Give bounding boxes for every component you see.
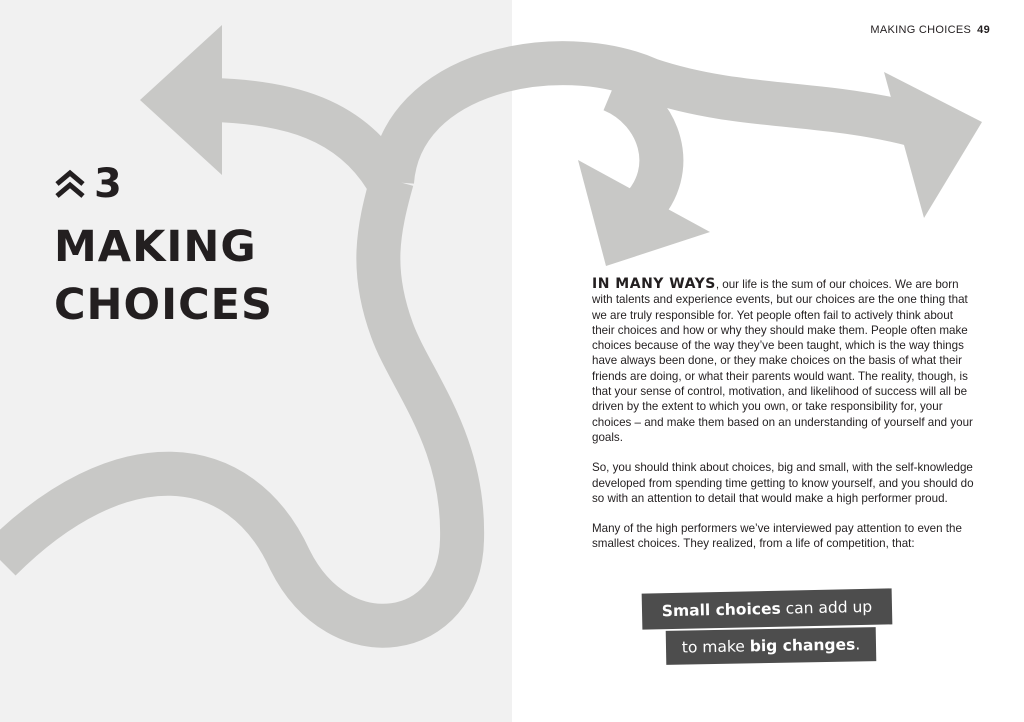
double-chevron-up-icon	[54, 169, 86, 199]
chapter-title-line-2: CHOICES	[54, 280, 273, 330]
running-head	[870, 24, 990, 36]
lead-in: IN MANY WAYS	[592, 276, 716, 292]
paragraph-2: So, you should think about choices, big and small, with the self-knowledge developed from spending time getting to know yourself, and you should do so with an attention to detail that would make a high performer proud.	[592, 461, 974, 505]
chapter-number-row	[54, 158, 273, 210]
pull-quote-text-3: .	[855, 635, 861, 654]
running-title: MAKING CHOICES	[870, 24, 972, 36]
paragraph-1	[592, 277, 977, 445]
pull-quote-bold-2: big changes	[749, 635, 856, 656]
body-text	[592, 277, 977, 567]
pull-quote-line-2	[666, 627, 877, 665]
arrow-head-left	[140, 25, 222, 175]
pull-quote-text-2: to make	[681, 637, 750, 657]
page-number: 49	[977, 24, 990, 36]
chapter-heading	[54, 158, 273, 334]
paragraph-3: Many of the high performers we’ve interviewed pay attention to even the smallest choices. They realized, from a life of competition, that:	[592, 522, 962, 551]
chapter-title-line-1: MAKING	[54, 222, 257, 272]
arrow-head-right	[884, 72, 982, 218]
paragraph-1-text: , our life is the sum of our choices. We are born with talents and experience events, but our choices are the one thing that we are truly responsible for. Yet people often fail to actively think about their choices and how or why they should make them. People often make choices because of the way they’ve been taught, which is the way things have always been done, or they make choices on the basis of what their friends are doing, or what their parents would want. The reality, though, is that your sense of control, motivation, and likelihood of success will all be driven by the extent to which you own, or take responsibility for, your choices – and make them based on an understanding of yourself and your goals.	[592, 278, 973, 444]
pull-quote-bold-1: Small choices	[661, 599, 781, 621]
chapter-title	[54, 218, 273, 334]
pull-quote-line-1	[642, 588, 893, 629]
chapter-number: 3	[94, 161, 122, 207]
pull-quote-text-1: can add up	[780, 597, 873, 618]
